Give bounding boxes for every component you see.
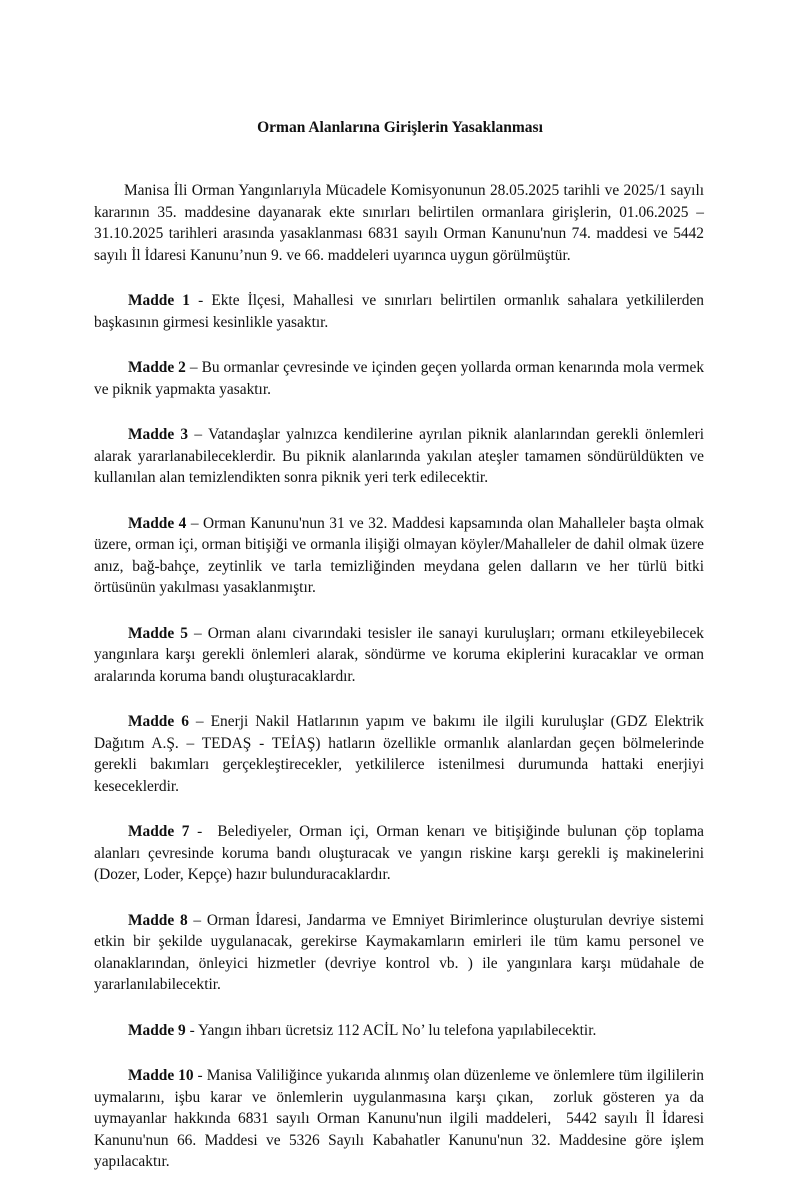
article-label: Madde 5 [128,624,188,642]
article-label: Madde 7 [128,823,190,840]
intro-paragraph: Manisa İli Orman Yangınlarıyla Mücadele Komisyonunun 28.05.2025 tarihli ve 2025/1 sayılı kararının 35. maddesine dayanarak ekte sınırları belirtilen ormanlara girişlerin, 01.06.2025 – 31.10.2025 tarihleri arasında yasaklanması 6831 sayılı Orman Kanunu'nun 74. maddesi ve 5442 sayılı İl İdaresi Kanunu’nun 9. ve 66. maddeleri uyarınca uygun görülmüştür. [94,182,704,264]
article-label: Madde 9 [128,1021,186,1039]
article-separator: - [193,1067,207,1084]
article-label: Madde 8 [128,911,188,929]
article-text: Ekte İlçesi, Mahallesi ve sınırları belirtilen ormanlık sahalara yetkililerden başkasının girmesi kesinlikle yasaktır. [94,292,704,331]
article-text: Yangın ihbarı ücretsiz 112 ACİL No’ lu telefona yapılabilecektir. [197,1021,597,1039]
article-label: Madde 3 [128,426,189,443]
article-separator: – [187,911,207,929]
article-5 [94,623,704,688]
article-text: Orman Kanunu'nun 31 ve 32. Maddesi kapsamında olan Mahalleler başta olmak üzere, orman içi, orman bitişiği ve ormanla ilişiği olmayan köyler/Mahalleler de dahil olmak üzere anız, bağ-bahçe, zeytinlik ve tarla temizliğinden meydana gelen dalların ve her türlü bitki örtüsünün yakılması yasaklanmıştır. [94,514,705,596]
article-separator: – [185,359,202,376]
article-separator: - [185,1021,198,1039]
article-text: Vatandaşlar yalnızca kendilerine ayrılan piknik alanlarından gerekli önlemleri alarak yararlanabileceklerdir. Bu piknik alanlarında yakılan ateşler tamamen söndürüldükten ve kullanılan alan temizlendikten sonra piknik yeri terk edilecektir. [94,426,704,486]
article-separator: - [189,823,218,840]
article-separator: – [188,426,209,443]
article-separator: – [188,713,211,730]
article-9 [94,1020,704,1042]
document-title: Orman Alanlarına Girişlerin Yasaklanması [257,119,543,136]
article-3 [94,424,704,489]
article-label: Madde 4 [128,514,187,532]
article-label: Madde 2 [128,359,186,376]
article-text: Manisa Valiliğince yukarıda alınmış olan düzenleme ve önlemlere tüm ilgililerin uymalarını, işbu karar ve önlemlerin uygulanmasına karşı çıkan, zorluk gösteren ya da uymayanlar hakkında 6831 sayılı Orman Kanunu'nun ilgili maddeleri, 5442 sayılı İl İdaresi Kanunu'nun 66. Maddesi ve 5326 Sayılı Kabahatler Kanunu'nun 32. Maddesine göre işlem yapılacaktır. [94,1067,708,1170]
article-label: Madde 10 [128,1067,194,1084]
article-separator: - [189,292,212,309]
article-text: Enerji Nakil Hatlarının yapım ve bakımı ile ilgili kuruluşlar (GDZ Elektrik Dağıtım A.Ş. – TEDAŞ - TEİAŞ) hatların özellikle ormanlık alanlardan geçen bölmelerinde gerekli bakımları gerçekleştirecekler, yetkililerce istenilmesi durumunda hattaki enerjiyi keseceklerdir. [94,713,705,795]
article-1 [94,290,704,333]
article-8 [94,910,704,996]
document-body [94,180,708,1197]
article-text: Orman İdaresi, Jandarma ve Emniyet Birimlerince oluşturulan devriye sistemi etkin bir şekilde uygulanacak, gerekirse Kaymakamların emirleri ile tüm kamu personel ve olanaklarından, önleyici hizmetler (devriye kontrol vb. ) ile yangınlara karşı müdahale de yararlanılabilecektir. [94,911,705,993]
article-4 [94,513,704,599]
article-label: Madde 1 [128,292,190,309]
article-text: Belediyeler, Orman içi, Orman kenarı ve bitişiğinde bulunan çöp toplama alanları çevresinde koruma bandı oluşturacak ve yangın riskine karşı gerekli iş makinelerini (Dozer, Loder, Kepçe) hazır bulunduracaklardır. [94,823,704,883]
article-6 [94,711,704,797]
article-7 [94,821,704,886]
article-separator: – [186,514,203,532]
article-10 [94,1065,708,1173]
article-2 [94,357,704,400]
article-text: Orman alanı civarındaki tesisler ile sanayi kuruluşları; ormanı etkileyebilecek yangınlara karşı gerekli önlemleri alarak, söndürme ve koruma ekiplerini kuracaklar ve orman aralarında koruma bandı oluşturacaklardır. [94,624,704,685]
article-text: Bu ormanlar çevresinde ve içinden geçen yollarda orman kenarında mola vermek ve piknik yapmakta yasaktır. [94,359,705,398]
article-label: Madde 6 [128,713,189,730]
article-separator: – [187,624,208,642]
